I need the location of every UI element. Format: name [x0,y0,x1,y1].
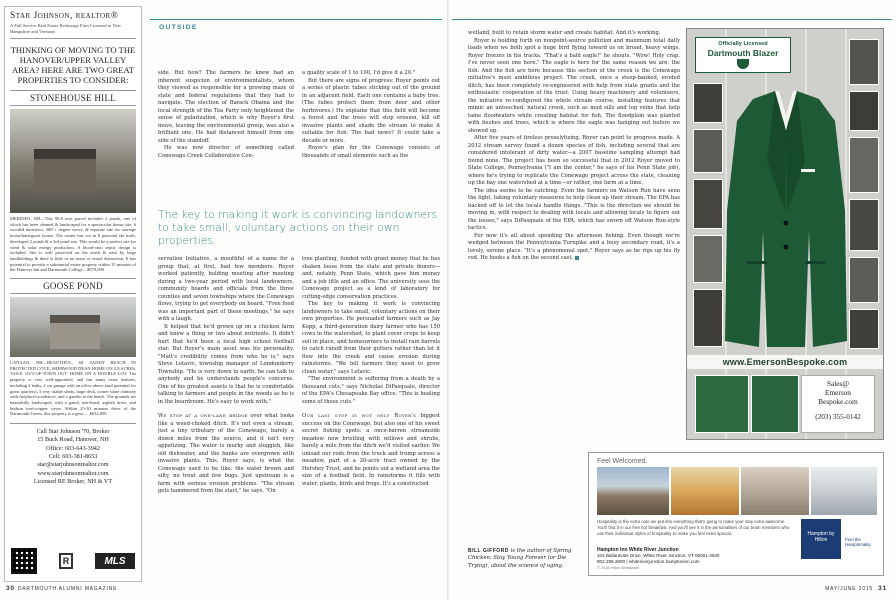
green-blazer-image [723,91,849,353]
realtor-logos [11,547,135,575]
contact-license: Licensed RE Broker, NH & VT [33,477,113,485]
blazer-icon [723,91,849,353]
paragraph: The key to making it work is convincing landowners to take small, voluntary actions on their own properties. He persuaded farmers such as Jay Kopp, a third-generation dairy farmer who has 150 cows in the watershed, to plant cover crops to keep soil in place, and homeowners to install rain barrels to catch runoff from their gutters rather than let it flow into the creek and cause erosion during rainstorms. "We tell farmers they need to grow clean water," says Letavic. [302,301,440,375]
property-title-goose-pond: GOOSE POND [10,278,136,294]
paragraph: He was now director of something called Conewago Creek Collaborative Con- [158,145,294,159]
paragraph: wetland, built to retain storm water and create habitat. And it's working. [468,30,661,36]
paragraph: servation Initiative, a mouthful of a name for a group that, at first, had few members. Royer worked patiently, holding meeting after meeting during a two-year period with local landowners, community boards and officials from the three counties and seven townships where the Conewago flows, trying to get everybody on board. "Free food was an important part of these meetings," he says with a laugh. [158,256,294,322]
page-number-left: 30 [6,585,15,592]
paragraph: tree planting, funded with grant money that he has shaken loose from the state and private donors—and, notably, Penn State, which gave him money and a job title and an office. The university sees the Conewago project as a kind of laboratory for cutting-edge conservation practices. [302,256,440,300]
paragraph: After five years of tireless proselytizing, Royer can point to progress made. A 2012 stream survey found a dozen species of fish, including several that are considered intolerant of dirty water—a 2007 baseline sampling attempt had found none. The project has been so successful that in 2012 Royer moved to State College, Pennsylvania ("I am the center," he says of his Penn State job), where he's trying to replicate the Conewago project across the state, cleaning up the bay one watershed at a time—or rather, one farm at a time. [468,135,680,186]
hotel-description: Hospitality is the extra care we put into everything that's going to make your stay extra awesome. You'll find it in our free hot breakfast. And you'll see it in the personalities of our team members who use their individual styles of hospitality to make you feel extra special. [597,519,790,536]
article-column-1-top [158,70,294,202]
blazer-detail-photo [695,375,749,433]
gutter [447,0,449,600]
sales-phone: (203) 355-0142 [815,412,861,421]
qr-code-icon[interactable] [11,548,37,574]
paragraph-text: biggest success on the Conewago, but also one of his sweet secret fishing spots: a once-barren streamside meadow now bristling with willows and shrubs, barely a mile from the ditch we'd visited earlier. We unload our rods from the truck and tromp across a meadow, part of a 20-acre tract owned by the Hershey Trust, and he points out a wetland area the size of a football field. In rainstorms it fills with water, plants, birds and frogs. It's a constructed [302,413,440,487]
page-number-right: 31 [878,585,887,592]
paragraph-text: For now it's all about spending the afternoon fishing. Even though we're wedged between the Pennsylvania Turnpike and a busy secondary road, it's a lovely, serene place. "It's a phenomenal spot," Royer says as he rigs up his fly rod. He hooks a fish on the second cast. [468,232,680,261]
paragraph: side. But how? The farmers he knew had an inherent suspicion of environmentalists, whom they viewed as responsible for a growing maze of state and federal regulations that they had to navigate. The election of Barack Obama and the local strength of the Tea Party only heightened the sense of polarization, which is why Royer's first move, leaving the environmental group, was also a brilliant one. He had distanced himself from one side of the standoff. [158,70,294,144]
paragraph: The idea seems to be catching. Even the farmers on Watson Run have seen the light, taking voluntary measures to help clean up their stream. The EPA has backed off to let the locals handle things. "This is the direction we should be moving in, with respect to dealing with locals and allowing locals to figure out the issues," says DiPasquale of the EPA, which has sworn off Watson Run-style tactics. [468,187,680,231]
blazer-ad [686,28,884,440]
hotel-tagline: Feel the Hamptonality [845,537,871,547]
sales-line: Sales@ [826,379,850,388]
contact-address: 15 Buck Road, Hanover, NH [37,436,109,444]
goose-pond-photo [10,297,136,357]
paragraph: Royer is holding forth on nonpoint-source pollution and maximum total daily loads when we both spot a huge bird flying toward us on broad, heavy wings. Royer freezes in his tracks. "That's a bald eagle!" he shouts. "Wow! Holy crap. I've never seen one here." The eagle is here for the same reason we are: the fish. And the fish are here because this section of the creek is the Conewago initiative's most ambitious project. The creek, once a steep-banked, eroded ditch, has been completely re-engineered with help from state grants and the enthusiastic cooperation of the trust. Using heavy machinery and volunteers, the initiative re-configured the whole stream course, installing features that mimic an untouched, natural creek, such as mud sills and log veins that help tame floodwaters while creating habitat for fish. The floodplain was planted with bushes and trees, which is where the eagle was hanging out before we showed up. [468,37,680,134]
photo-thumbnail [693,289,723,347]
contact-cell-phone: Cell: 603-381-8653 [48,452,98,460]
contact-email[interactable]: star@starjohnsonrealtor.com [37,461,109,469]
author-bio [468,548,584,570]
paragraph: "The environment is suffering from a death by a thousand cuts," says Nicholas DiPasquale, director of the EPA's Chesapeake Bay office. "This is healing some of those cuts." [302,376,440,405]
photo-thumbnail [849,199,879,251]
photo-thumbnail [849,257,879,303]
issue-date: MAY/JUNE 2015 [825,586,873,592]
section-rule-left [150,19,442,20]
property-desc-stonehouse: MERIDEN, NH—This 98.8 acre parcel includes 2 ponds, one of which has been cleaned & landscaped for a spectacular bonus site, 6 wooded meadows, 360°+ degree views, & separate site for carriage house/barn/guest house. The owner has cut in 8 personal ski trails, developed 2 ponds & a 3rd pond site. This would be a perfect site for wind & solar energy production. A blood-onto septic design is included. Site is well protected on the north & west by large landholdings & there is little or no noise or visual distraction. It has potential to provide a substantial estate property within 15 minutes of the Hanover Inn and Dartmouth College....$979,000 [10,216,136,273]
article-column-2-top [302,70,440,202]
breakfast-photo [671,467,739,515]
blazer-website[interactable]: www.EmersonBespoke.com [687,355,883,369]
contact-office-phone: Office: 603-643-3942 [45,444,100,452]
photo-thumbnail [693,129,723,173]
photo-thumbnail [693,83,723,123]
paragraph: It helped that he'd grown up on a chicken farm and knew a thing or two about nutrients. It didn't hurt that he'd been a local high school football star. But Royer's main asset was his personality. "Matt's credibility comes from who he is," says Steve Letavic, township manager of Londonderry Township. "He is very down to earth, he can talk to anybody and he understands people's concerns. One of his greatest assets is that he is comfortable talking to farmers and people in the woods as he is in the boardroom. He's easy to work with." [158,323,294,405]
contact-line: Call Star Johnson '70, Broker [36,428,110,436]
pull-quote: The key to making it work is convincing landowners to take small, voluntary actions on their own properties. [158,208,438,247]
stonehouse-photo [10,109,136,213]
photo-thumbnail [849,309,879,349]
folio-left [6,585,117,592]
hotel-address [597,547,793,571]
realtor-brand: Star Johnson, realtor® [10,11,119,21]
hotel-phone-web[interactable]: 802.296.2800 | whiteriverjunction.hamptoninn.com [597,559,700,564]
paragraph [468,233,680,263]
property-title-stonehouse: STONEHOUSE HILL [10,90,136,106]
photo-thumbnail [849,39,879,85]
end-mark-icon [575,256,579,260]
hotel-welcome: Feel Welcomed. [597,458,648,465]
photo-thumbnail [849,91,879,131]
realtor-ad [4,6,142,582]
section-rule-right [452,19,892,20]
paragraph: Royer's plan for the Conewago consists of thousands of small elements such as the [302,145,440,159]
contact-website[interactable]: www.starjohnsonrealtor.com [37,469,109,477]
property-desc-goose-pond: CANAAN, NH—BEAUTIFUL, 60' SANDY BEACH IN PROTECTED COVE, SHERWOOD DEAN HOME ON 2.8 ACRES, 'GOLF, OUT-OF-TOWN OUT' HOME ON A DOUBLE LOT. The property is very well-appointed, and has many extra features, including 2 baths, 2 car garage with an office above (and potential for guest quarters), 3 very usable sheds, large deck, corner stone chimney with fireplace/woodstove, and a gazebo at the beach. The grounds are beautifully landscaped, with a gated, tree-lined, asphalt drive, and hudson tree/cropper cover. Within 25-30 minutes drive of the Dartmouth Green, this property is a gem......$632,000 [10,360,136,417]
section-label: OUTSIDE [159,24,198,31]
hotel-name: Hampton Inn White River Junction [597,547,679,553]
crest-icon [737,59,749,69]
author-bio-text: is the author of Spring Chicken: Stay Young Forever (or Die Trying), about the science of aging. [468,548,572,569]
badge-subtitle: Officially Licensed [718,41,768,47]
photo-thumbnail [849,137,879,193]
realtor-brand-subtitle: A Full Service Real Estate Brokerage Firm Licensed in New Hampshire and Vermont [10,23,136,39]
lobby-photo [741,467,809,515]
realtor-logo-icon: R [59,553,73,569]
lead-in: We stop at a one-lane bridge [158,413,248,419]
room-photo [811,467,877,515]
article-column-2-bottom [302,256,440,582]
paragraph: But there are signs of progress: Royer points out a series of plastic tubes sticking out of the ground in an adjacent field. Each one contains a baby tree. (The tubes protect them from deer and other herbivores.) He explains that this field will become a forest and the trees will stop erosion, kill off invasive plants and shade the stream to make it suitable for fish. The bad news? It could take a decade or more. [302,77,440,144]
photo-thumbnail [693,235,723,283]
licensed-badge [695,37,791,73]
lead-in: Our last stop is not only Royer's [302,413,417,419]
paragraph [158,413,294,496]
paragraph [302,413,440,488]
author-name: BILL GIFFORD [468,548,509,554]
hotel-ad [588,452,884,576]
badge-title: Dartmouth Blazer [707,48,779,58]
sales-contact [801,375,875,433]
realtor-contact [10,423,136,486]
hotel-exterior-photo [597,467,669,515]
folio-right [825,585,890,592]
photo-thumbnail [693,179,723,229]
mls-logo-icon: MLS [95,553,135,569]
hotel-street: 104 Ballardvale Drive, White River Junction, VT 05001-3630 [597,553,720,558]
paragraph: a quality scale of 1 to 100, I'd give it a 20." [302,70,416,76]
article-column-1-bottom [158,256,294,582]
publication-name: DARTMOUTH ALUMNI MAGAZINE [17,586,118,592]
blazer-detail-photo [751,375,799,433]
hotel-copyright: © 2015 Hilton Worldwide [597,566,639,570]
realtor-headline: THINKING OF MOVING TO THE HANOVER/UPPER VALLEY AREA? HERE ARE TWO GREAT PROPERTIES TO CONSIDER: [10,45,136,85]
sales-line[interactable]: Bespoke.com [818,397,858,406]
paragraph-text: over what looks like a weed-choked ditch. It's not even a stream, just a tiny tributary of the Conewago, barely a dozen miles from the source, and it isn't very appetizing. The water is murky and sluggish, like old dishwater, and the banks are overgrown with invasive plants. This, Royer says, is what the Conewago used to be like: the water brown and silty, no trout and few bugs. Just upstream is a farm with serious erosion problems. "The stream gets hammered from the start," he says. "On [158,413,294,494]
hampton-logo-icon: Hampton by Hilton [801,519,841,559]
sales-line: Emerson [825,388,851,397]
